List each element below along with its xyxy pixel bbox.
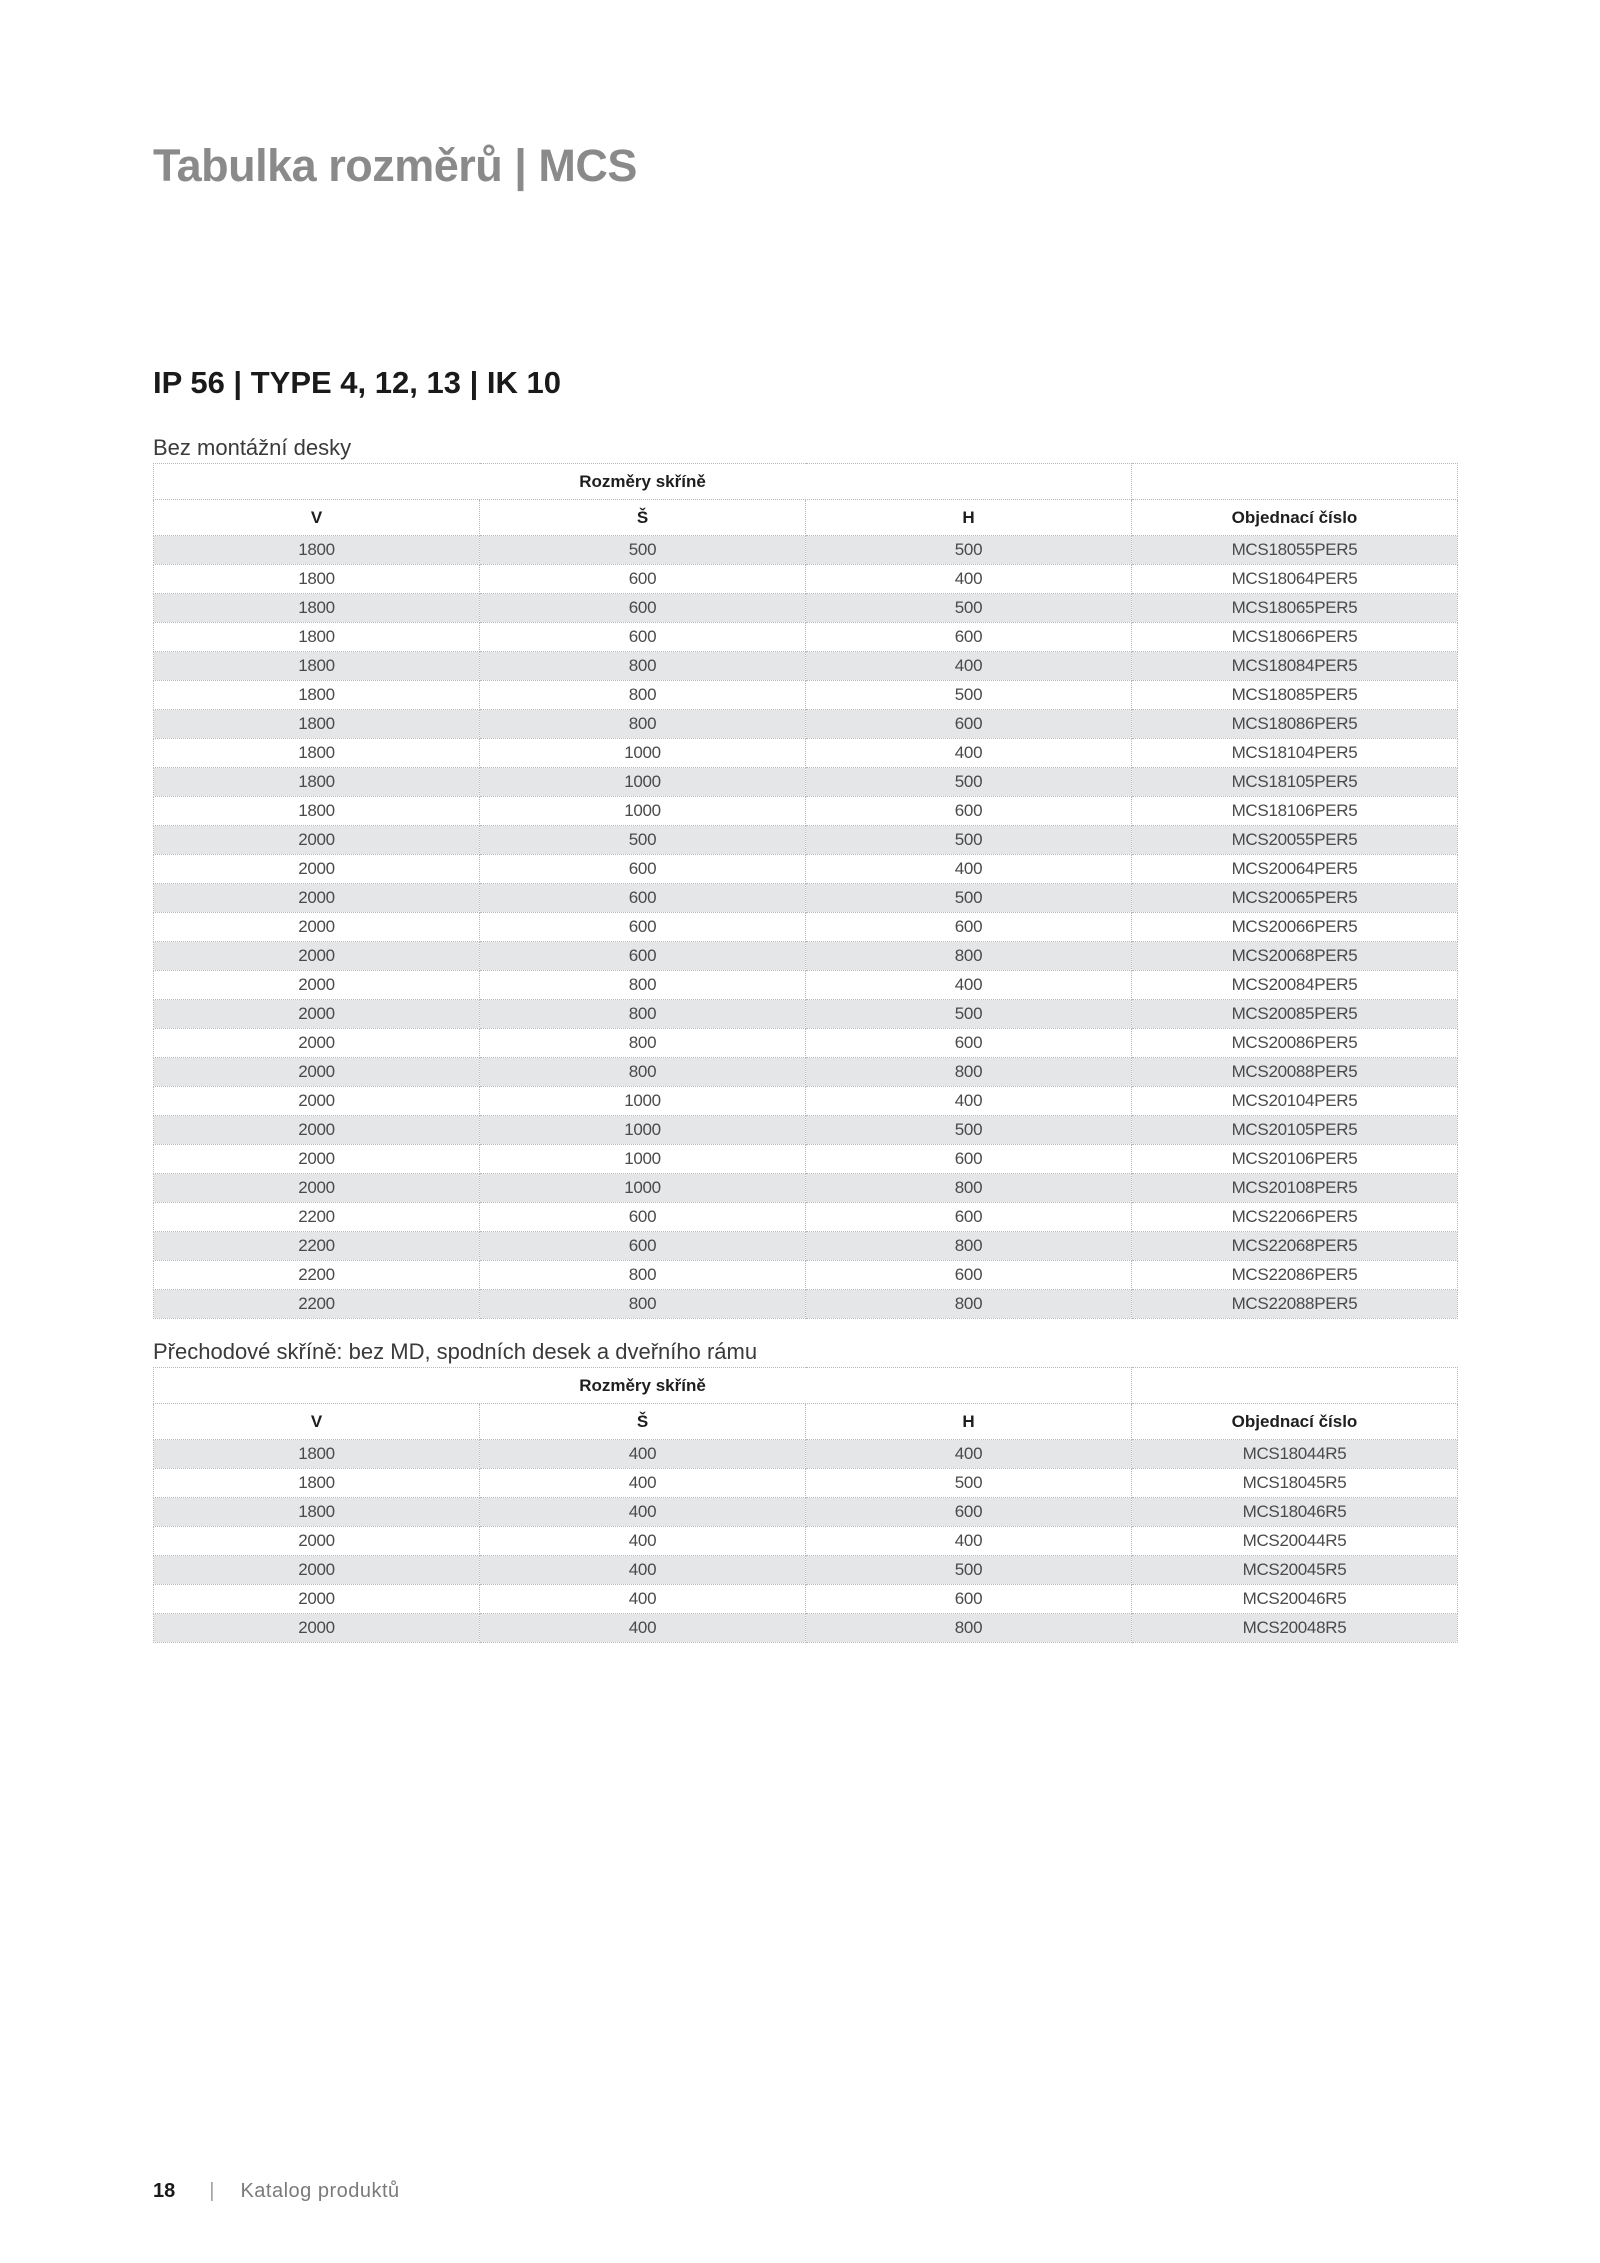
table-row — [154, 1000, 1458, 1029]
cell-s: 600 — [480, 913, 806, 942]
table-row — [154, 1469, 1458, 1498]
cell-s: 600 — [480, 1203, 806, 1232]
cell-v: 2000 — [154, 1527, 480, 1556]
cell-v: 2200 — [154, 1290, 480, 1319]
cell-order-number: MCS18106PER5 — [1132, 797, 1458, 826]
cell-v: 2000 — [154, 971, 480, 1000]
cell-order-number: MCS18065PER5 — [1132, 594, 1458, 623]
cell-order-number: MCS18064PER5 — [1132, 565, 1458, 594]
cell-h: 600 — [806, 797, 1132, 826]
table-row — [154, 1585, 1458, 1614]
cell-s: 600 — [480, 855, 806, 884]
table-row — [154, 1058, 1458, 1087]
table-row — [154, 710, 1458, 739]
table-row — [154, 1232, 1458, 1261]
cell-order-number: MCS20046R5 — [1132, 1585, 1458, 1614]
column-header-v: V — [154, 1404, 480, 1440]
group-header-empty — [1132, 1368, 1458, 1404]
cell-v: 2000 — [154, 1000, 480, 1029]
cell-v: 1800 — [154, 739, 480, 768]
cell-s: 800 — [480, 1261, 806, 1290]
cell-order-number: MCS20084PER5 — [1132, 971, 1458, 1000]
section-heading: IP 56 | TYPE 4, 12, 13 | IK 10 — [153, 365, 561, 400]
cell-v: 2000 — [154, 1116, 480, 1145]
table-row — [154, 1145, 1458, 1174]
cell-order-number: MCS20048R5 — [1132, 1614, 1458, 1643]
column-header-s: Š — [480, 500, 806, 536]
cell-h: 600 — [806, 623, 1132, 652]
cell-v: 1800 — [154, 1469, 480, 1498]
cell-h: 800 — [806, 1174, 1132, 1203]
cell-order-number: MCS22086PER5 — [1132, 1261, 1458, 1290]
cell-s: 400 — [480, 1527, 806, 1556]
dimension-table — [153, 463, 1458, 1319]
cell-s: 600 — [480, 623, 806, 652]
table-row — [154, 1290, 1458, 1319]
cell-s: 800 — [480, 1000, 806, 1029]
dimension-table-section — [153, 433, 1458, 1319]
table-row — [154, 1261, 1458, 1290]
cell-h: 400 — [806, 1527, 1132, 1556]
cell-h: 400 — [806, 1440, 1132, 1469]
cell-order-number: MCS20064PER5 — [1132, 855, 1458, 884]
table-row — [154, 855, 1458, 884]
cell-order-number: MCS20055PER5 — [1132, 826, 1458, 855]
cell-order-number: MCS20066PER5 — [1132, 913, 1458, 942]
cell-s: 1000 — [480, 1116, 806, 1145]
cell-s: 400 — [480, 1440, 806, 1469]
cell-v: 1800 — [154, 681, 480, 710]
cell-v: 1800 — [154, 1498, 480, 1527]
cell-h: 600 — [806, 1145, 1132, 1174]
cell-order-number: MCS20086PER5 — [1132, 1029, 1458, 1058]
cell-v: 1800 — [154, 623, 480, 652]
column-header-h: H — [806, 500, 1132, 536]
table-row — [154, 768, 1458, 797]
cell-order-number: MCS18085PER5 — [1132, 681, 1458, 710]
cell-h: 500 — [806, 826, 1132, 855]
cell-order-number: MCS20106PER5 — [1132, 1145, 1458, 1174]
cell-h: 800 — [806, 1290, 1132, 1319]
table-row — [154, 739, 1458, 768]
cell-s: 600 — [480, 884, 806, 913]
column-header-h: H — [806, 1404, 1132, 1440]
cell-v: 2000 — [154, 1556, 480, 1585]
cell-v: 1800 — [154, 652, 480, 681]
table-row — [154, 1174, 1458, 1203]
cell-h: 500 — [806, 884, 1132, 913]
cell-order-number: MCS18084PER5 — [1132, 652, 1458, 681]
cell-h: 600 — [806, 1585, 1132, 1614]
cell-s: 1000 — [480, 1087, 806, 1116]
cell-s: 800 — [480, 1290, 806, 1319]
group-header: Rozměry skříně — [154, 464, 1132, 500]
cell-order-number: MCS20105PER5 — [1132, 1116, 1458, 1145]
page-title: Tabulka rozměrů | MCS — [153, 140, 637, 191]
cell-h: 500 — [806, 1000, 1132, 1029]
cell-order-number: MCS18044R5 — [1132, 1440, 1458, 1469]
cell-h: 500 — [806, 1469, 1132, 1498]
cell-order-number: MCS18046R5 — [1132, 1498, 1458, 1527]
cell-v: 2000 — [154, 942, 480, 971]
cell-s: 400 — [480, 1498, 806, 1527]
cell-v: 2000 — [154, 913, 480, 942]
cell-v: 1800 — [154, 710, 480, 739]
cell-h: 500 — [806, 768, 1132, 797]
cell-order-number: MCS18086PER5 — [1132, 710, 1458, 739]
table-row — [154, 1556, 1458, 1585]
cell-s: 800 — [480, 1029, 806, 1058]
cell-v: 2200 — [154, 1203, 480, 1232]
cell-v: 1800 — [154, 768, 480, 797]
cell-v: 1800 — [154, 1440, 480, 1469]
cell-v: 2000 — [154, 855, 480, 884]
cell-s: 800 — [480, 681, 806, 710]
cell-v: 2000 — [154, 1058, 480, 1087]
column-header-v: V — [154, 500, 480, 536]
cell-s: 400 — [480, 1614, 806, 1643]
cell-h: 600 — [806, 1498, 1132, 1527]
table-row — [154, 797, 1458, 826]
table-row — [154, 1087, 1458, 1116]
cell-h: 400 — [806, 1087, 1132, 1116]
cell-s: 1000 — [480, 739, 806, 768]
cell-s: 400 — [480, 1585, 806, 1614]
cell-order-number: MCS18105PER5 — [1132, 768, 1458, 797]
cell-h: 500 — [806, 1556, 1132, 1585]
table-row — [154, 623, 1458, 652]
footer-label: Katalog produktů — [240, 2180, 400, 2202]
cell-order-number: MCS18055PER5 — [1132, 536, 1458, 565]
cell-order-number: MCS18066PER5 — [1132, 623, 1458, 652]
cell-s: 1000 — [480, 1174, 806, 1203]
group-header-empty — [1132, 464, 1458, 500]
cell-v: 1800 — [154, 536, 480, 565]
cell-v: 2000 — [154, 826, 480, 855]
cell-order-number: MCS20045R5 — [1132, 1556, 1458, 1585]
cell-s: 600 — [480, 942, 806, 971]
table-row — [154, 1440, 1458, 1469]
cell-v: 2000 — [154, 1174, 480, 1203]
column-header-order-number: Objednací číslo — [1132, 1404, 1458, 1440]
cell-order-number: MCS20085PER5 — [1132, 1000, 1458, 1029]
cell-s: 600 — [480, 594, 806, 623]
cell-v: 1800 — [154, 565, 480, 594]
cell-h: 800 — [806, 1058, 1132, 1087]
cell-h: 400 — [806, 565, 1132, 594]
cell-v: 2000 — [154, 1585, 480, 1614]
cell-s: 500 — [480, 536, 806, 565]
cell-s: 500 — [480, 826, 806, 855]
cell-h: 400 — [806, 855, 1132, 884]
cell-v: 1800 — [154, 797, 480, 826]
cell-h: 600 — [806, 1261, 1132, 1290]
cell-order-number: MCS20108PER5 — [1132, 1174, 1458, 1203]
cell-s: 1000 — [480, 797, 806, 826]
table-row — [154, 1116, 1458, 1145]
column-header-s: Š — [480, 1404, 806, 1440]
cell-h: 800 — [806, 1614, 1132, 1643]
group-header: Rozměry skříně — [154, 1368, 1132, 1404]
table-row — [154, 681, 1458, 710]
cell-order-number: MCS22068PER5 — [1132, 1232, 1458, 1261]
table-body — [154, 1440, 1458, 1643]
cell-s: 800 — [480, 1058, 806, 1087]
cell-order-number: MCS18045R5 — [1132, 1469, 1458, 1498]
transition-table — [153, 1367, 1458, 1643]
cell-v: 2000 — [154, 1145, 480, 1174]
table-body — [154, 536, 1458, 1319]
transition-table-section — [153, 1337, 1458, 1643]
cell-s: 1000 — [480, 768, 806, 797]
cell-h: 600 — [806, 1203, 1132, 1232]
cell-h: 400 — [806, 971, 1132, 1000]
table-row — [154, 971, 1458, 1000]
cell-h: 400 — [806, 652, 1132, 681]
table-row — [154, 1498, 1458, 1527]
cell-h: 500 — [806, 1116, 1132, 1145]
page-number: 18 — [153, 2180, 176, 2202]
table-row — [154, 942, 1458, 971]
cell-s: 400 — [480, 1556, 806, 1585]
table-row — [154, 826, 1458, 855]
cell-s: 800 — [480, 971, 806, 1000]
cell-order-number: MCS20088PER5 — [1132, 1058, 1458, 1087]
cell-v: 2200 — [154, 1261, 480, 1290]
cell-v: 2000 — [154, 1087, 480, 1116]
cell-s: 600 — [480, 1232, 806, 1261]
cell-h: 800 — [806, 942, 1132, 971]
page-footer — [153, 2180, 400, 2203]
cell-v: 2000 — [154, 884, 480, 913]
cell-h: 800 — [806, 1232, 1132, 1261]
table-row — [154, 1203, 1458, 1232]
table-caption: Přechodové skříně: bez MD, spodních desek a dveřního rámu — [153, 1339, 758, 1364]
cell-s: 600 — [480, 565, 806, 594]
cell-s: 800 — [480, 710, 806, 739]
cell-h: 400 — [806, 739, 1132, 768]
cell-h: 600 — [806, 1029, 1132, 1058]
table-row — [154, 1527, 1458, 1556]
cell-order-number: MCS20068PER5 — [1132, 942, 1458, 971]
table-row — [154, 565, 1458, 594]
column-header-order-number: Objednací číslo — [1132, 500, 1458, 536]
table-row — [154, 884, 1458, 913]
table-caption: Bez montážní desky — [153, 435, 352, 460]
cell-s: 1000 — [480, 1145, 806, 1174]
table-row — [154, 1029, 1458, 1058]
cell-h: 600 — [806, 913, 1132, 942]
cell-v: 2200 — [154, 1232, 480, 1261]
cell-order-number: MCS22088PER5 — [1132, 1290, 1458, 1319]
cell-v: 1800 — [154, 594, 480, 623]
cell-order-number: MCS20044R5 — [1132, 1527, 1458, 1556]
cell-v: 2000 — [154, 1614, 480, 1643]
cell-s: 400 — [480, 1469, 806, 1498]
cell-order-number: MCS18104PER5 — [1132, 739, 1458, 768]
cell-h: 600 — [806, 710, 1132, 739]
table-row — [154, 1614, 1458, 1643]
table-row — [154, 913, 1458, 942]
table-row — [154, 536, 1458, 565]
table-row — [154, 594, 1458, 623]
cell-h: 500 — [806, 536, 1132, 565]
cell-order-number: MCS20104PER5 — [1132, 1087, 1458, 1116]
cell-order-number: MCS20065PER5 — [1132, 884, 1458, 913]
cell-h: 500 — [806, 681, 1132, 710]
cell-order-number: MCS22066PER5 — [1132, 1203, 1458, 1232]
table-row — [154, 652, 1458, 681]
cell-s: 800 — [480, 652, 806, 681]
cell-h: 500 — [806, 594, 1132, 623]
cell-v: 2000 — [154, 1029, 480, 1058]
footer-separator: | — [209, 2180, 215, 2202]
